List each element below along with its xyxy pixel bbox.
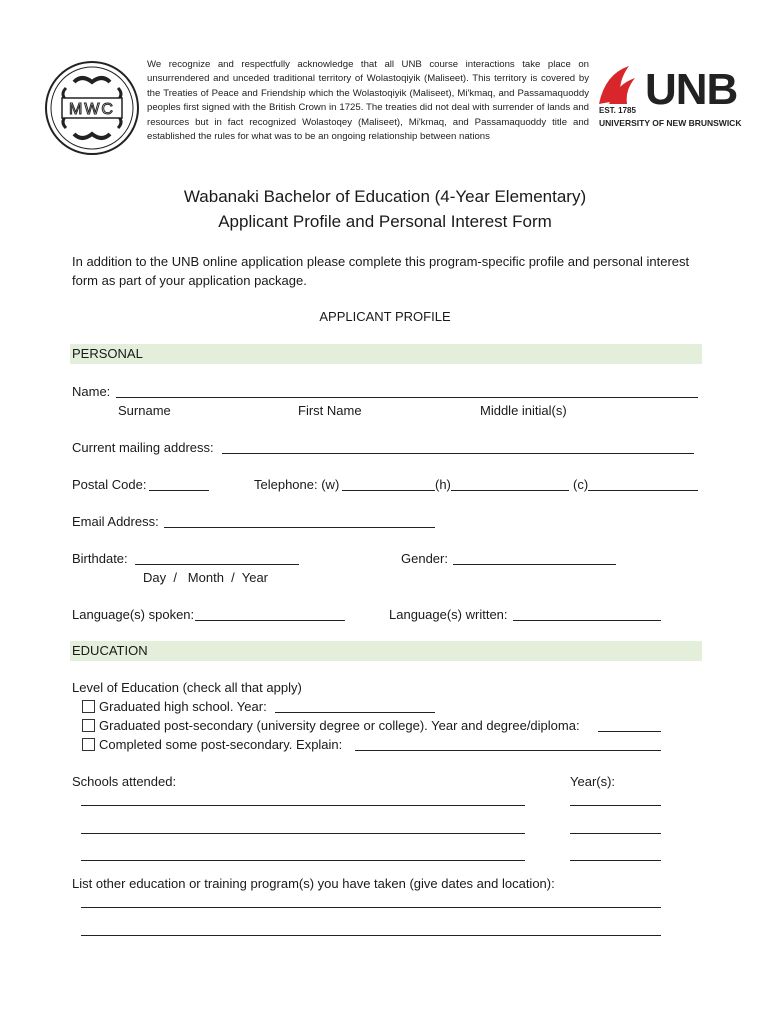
telephone-cell-field[interactable]: [588, 490, 698, 491]
address-field[interactable]: [222, 453, 694, 454]
school-year-field-1[interactable]: [570, 805, 661, 806]
school-field-2[interactable]: [81, 833, 525, 834]
section-education-header: EDUCATION: [70, 641, 702, 661]
name-label: Name:: [72, 384, 111, 399]
applicant-profile-heading: APPLICANT PROFILE: [319, 309, 451, 324]
school-year-field-3[interactable]: [570, 860, 661, 861]
mwc-logo: [44, 60, 140, 156]
option-some-post-secondary-label: Completed some post-secondary. Explain:: [99, 737, 343, 752]
unb-subtitle: UNIVERSITY OF NEW BRUNSWICK: [599, 118, 742, 128]
post-secondary-field[interactable]: [598, 731, 661, 732]
other-education-label: List other education or training program(s) you have taken (give dates and location):: [72, 876, 555, 891]
education-level-label: Level of Education (check all that apply): [72, 680, 302, 695]
checkbox-high-school[interactable]: [82, 700, 95, 713]
section-personal-header: PERSONAL: [70, 344, 702, 364]
languages-spoken-label: Language(s) spoken:: [72, 607, 195, 622]
telephone-home-label: (h): [435, 477, 451, 492]
school-field-1[interactable]: [81, 805, 525, 806]
some-post-secondary-field[interactable]: [355, 750, 661, 751]
gender-field[interactable]: [453, 564, 616, 565]
school-year-field-2[interactable]: [570, 833, 661, 834]
unb-logo: [595, 64, 755, 134]
birthdate-label: Birthdate:: [72, 551, 128, 566]
languages-written-field[interactable]: [513, 620, 661, 621]
gender-label: Gender:: [401, 551, 448, 566]
unb-wordmark: UNB: [645, 65, 738, 114]
checkbox-post-secondary[interactable]: [82, 719, 95, 732]
email-label: Email Address:: [72, 514, 159, 529]
other-education-field-1[interactable]: [81, 907, 661, 908]
telephone-home-field[interactable]: [451, 490, 569, 491]
option-post-secondary-label: Graduated post-secondary (university degree or college). Year and degree/diploma:: [99, 718, 580, 733]
postal-code-field[interactable]: [149, 490, 209, 491]
intro-paragraph: In addition to the UNB online application please complete this program-specific profile and personal interest form as part of your application package.: [72, 254, 690, 288]
languages-spoken-field[interactable]: [195, 620, 345, 621]
other-education-field-2[interactable]: [81, 935, 661, 936]
birthdate-format-caption: Day / Month / Year: [143, 570, 269, 585]
telephone-cell-label: (c): [573, 477, 589, 492]
years-label: Year(s):: [570, 774, 616, 789]
birthdate-field[interactable]: [135, 564, 299, 565]
email-field[interactable]: [164, 527, 435, 528]
mwc-seal-icon: [44, 60, 140, 156]
high-school-year-field[interactable]: [275, 712, 435, 713]
postal-code-label: Postal Code:: [72, 477, 147, 492]
name-field[interactable]: [116, 397, 698, 398]
schools-attended-label: Schools attended:: [72, 774, 177, 789]
svg-text:MWC: MWC: [69, 101, 115, 118]
languages-written-label: Language(s) written:: [389, 607, 508, 622]
middle-initial-caption: Middle initial(s): [480, 403, 567, 418]
telephone-work-field[interactable]: [342, 490, 435, 491]
unb-est: EST. 1785: [599, 106, 636, 115]
form-title-line2: Applicant Profile and Personal Interest Form: [218, 212, 552, 231]
school-field-3[interactable]: [81, 860, 525, 861]
checkbox-some-post-secondary[interactable]: [82, 738, 95, 751]
first-name-caption: First Name: [298, 403, 362, 418]
land-acknowledgement: We recognize and respectfully acknowledge that all UNB course interactions take place on unsurrendered and unceded traditional territory of Wolastoqiyik (Maliseet). This territory is covered by the Treaties of Peace and Friendship which the Wolastoqiyik (Maliseet), Mi'kmaq, and Passamaquoddy peoples first signed with the British Crown in 1725. The treaties did not deal with surrender of lands and resources but in fact recognized Wolastoqey (Maliseet), Mi'kmaq, and Passamaquoddy title and established the rules for what was to be an ongoing relationship between nations: [147, 59, 589, 143]
telephone-work-label: Telephone: (w): [254, 477, 340, 492]
address-label: Current mailing address:: [72, 440, 214, 455]
option-high-school-label: Graduated high school. Year:: [99, 699, 267, 714]
surname-caption: Surname: [118, 403, 171, 418]
form-title-line1: Wabanaki Bachelor of Education (4-Year Elementary): [183, 187, 587, 206]
